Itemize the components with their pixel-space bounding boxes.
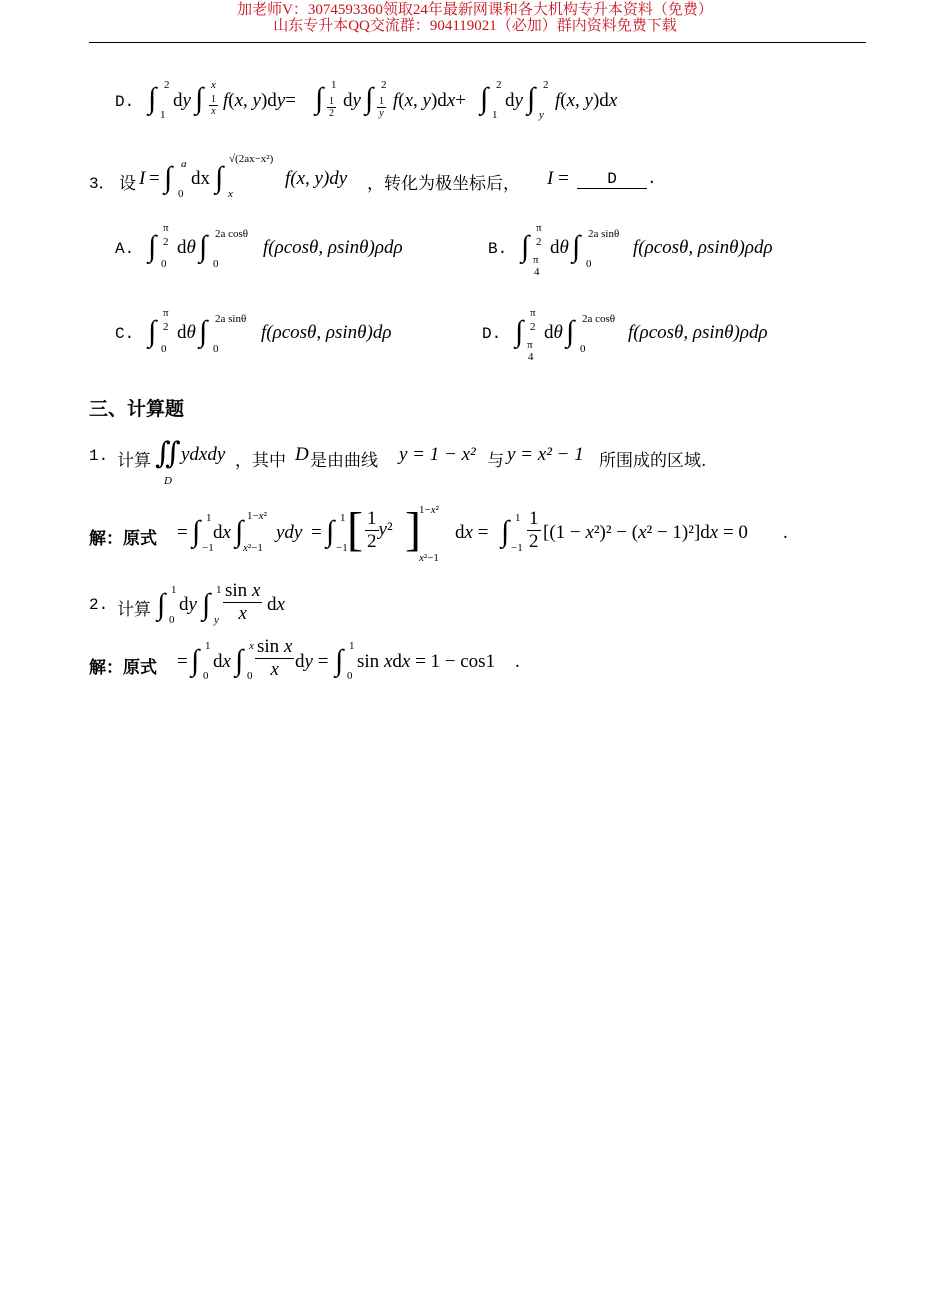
q3-dx: dx — [191, 168, 210, 189]
question-3-var: I — [139, 168, 146, 189]
question-3-prefix: 设 — [119, 174, 136, 194]
problem-1-curve2: y = x² − 1 — [507, 444, 584, 465]
section-title: 三、计算题 — [89, 398, 185, 420]
header-divider — [89, 42, 866, 43]
problem-1-number: 1. — [89, 447, 109, 465]
q3-inner-lower: x — [228, 188, 233, 200]
q3-answer: D — [577, 170, 647, 189]
integral-sign: ∫ — [148, 82, 157, 115]
header-line-2: 山东专升本QQ交流群：904119021（必加）群内资料免费下载 — [273, 18, 677, 34]
problem-1: 1. 计算 ∬ D ydxdy ，其中 D 是由曲线 y = 1 − x² 与 y = x² − 1 所围成的区域. — [89, 437, 707, 487]
header-line-1: 加老师V：3074593360领取24年最新网课和各大机构专升本资料（免费） — [237, 2, 713, 18]
q3-lower: 0 — [178, 188, 184, 200]
option-b: B. ∫ π 2 π 4 dθ ∫ 2a sinθ 0 f(ρcosθ, ρsinθ)ρdρ — [488, 222, 773, 278]
solution-1-label: 解：原式 — [89, 529, 157, 549]
option-d: D. ∫ π 2 π 4 dθ ∫ 2a cosθ 0 f(ρcosθ, ρsinθ)ρdρ — [482, 307, 768, 363]
problem-1-text2: 是由曲线 — [310, 451, 378, 471]
option-c-body: f(ρcosθ, ρsinθ)dρ — [261, 322, 392, 343]
solution-2-end: . — [515, 651, 520, 672]
q3-upper: a — [181, 158, 187, 170]
integral-lower: 1 — [160, 109, 166, 121]
option-a-label: A. — [115, 240, 135, 258]
prev-option-d: D. ∫ 2 1 dy ∫ x $\frac{1}{x}$ f(x, y)dy= ∫ 1 $\frac{1}{2}$ dy ∫ 2 $\frac{1}{y}$ f(x, y)dx+ ∫ 2 1 dy ∫ 2 y f(x, y)dx — [115, 79, 618, 121]
solution-2: 解：原式 = ∫ 1 0 dx ∫ x 0 $\frac{\text{sin x}}{x}$ dy = ∫ 1 0 sin xdx = 1 − cos1 . — [89, 636, 520, 682]
problem-1-and: 与 — [487, 451, 504, 471]
solution-1: 解：原式 = ∫ 1 −1 dx ∫ 1−x² x²−1 ydy = ∫ 1 −1 [ $\frac{1}{2}$ y² ] 1−x² x²−1 dx = ∫ 1 −1 $\frac{1}{2}$ [(1 − x²)² − (x² − 1)²]dx = 0 . — [89, 503, 788, 564]
problem-1-text3: 所围成的区域. — [599, 451, 707, 471]
option-a-body: f(ρcosθ, ρsinθ)ρdρ — [263, 237, 403, 258]
problem-1-integrand: ydxdy — [181, 444, 226, 465]
option-a: A. ∫ π 2 0 dθ ∫ 2a cosθ 0 f(ρcosθ, ρsinθ)ρdρ — [115, 222, 403, 270]
option-c: C. ∫ π 2 0 dθ ∫ 2a sinθ 0 f(ρcosθ, ρsinθ)dρ — [115, 307, 392, 355]
problem-2: 2. 计算 ∫ 1 0 dy ∫ 1 y $\frac{\text{sin x}}{x}$ dx — [89, 580, 285, 626]
option-b-label: B. — [488, 240, 508, 258]
option-d-label: D. — [482, 325, 502, 343]
solution-1-end: . — [783, 522, 788, 543]
problem-1-prefix: 计算 — [117, 451, 151, 471]
q3-text: ，转化为极坐标后， — [367, 174, 520, 194]
option-c-label: C. — [115, 325, 135, 343]
question-3: 3． 设 I = ∫ a 0 dx ∫ √(2ax−x²) x f(x, y)dy ，转化为极坐标后， I = D . — [89, 153, 657, 200]
problem-2-number: 2. — [89, 596, 109, 614]
problem-1-curve1: y = 1 − x² — [399, 444, 476, 465]
question-3-number: 3． — [89, 175, 115, 193]
integral-upper: 2 — [164, 79, 170, 91]
problem-2-prefix: 计算 — [117, 600, 151, 620]
option-d-body: f(ρcosθ, ρsinθ)ρdρ — [628, 322, 768, 343]
q3-inner-upper: √(2ax−x²) — [229, 153, 274, 165]
prev-option-d-label: D. — [115, 93, 135, 111]
solution-2-label: 解：原式 — [89, 658, 157, 678]
problem-1-region: D — [164, 475, 172, 487]
problem-1-text: ，其中 — [235, 451, 286, 471]
option-b-body: f(ρcosθ, ρsinθ)ρdρ — [633, 237, 773, 258]
q3-body: f(x, y)dy — [285, 168, 348, 189]
